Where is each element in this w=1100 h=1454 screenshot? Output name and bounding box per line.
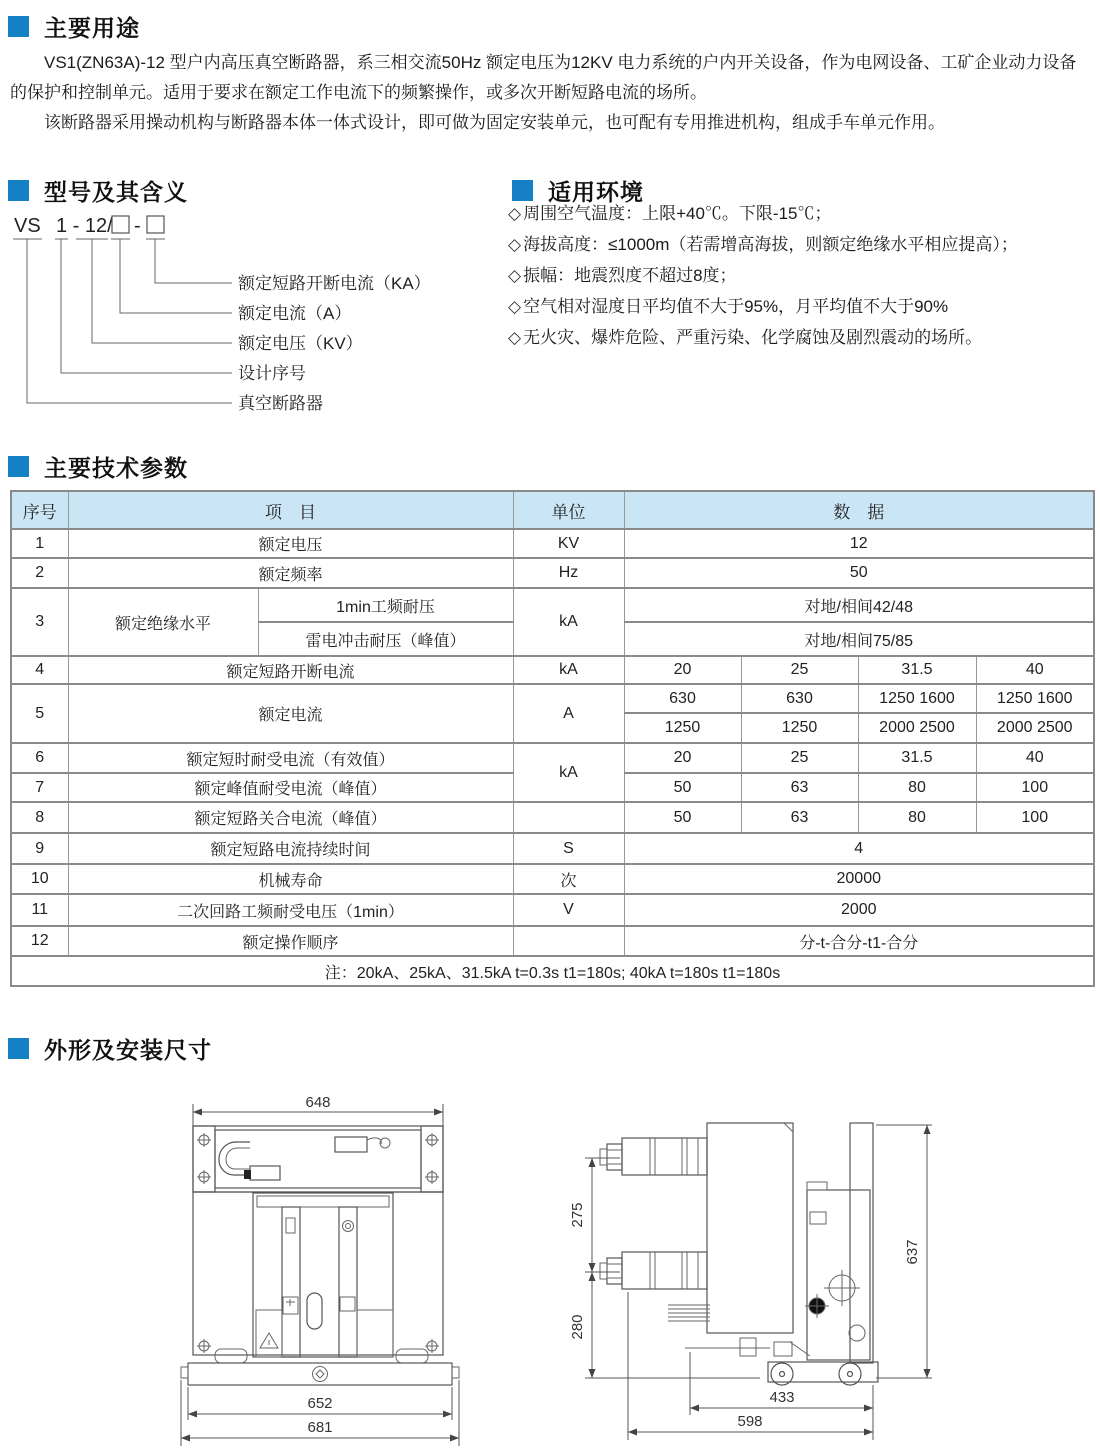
cell-no: 6 — [11, 743, 68, 773]
cell-data: 20 — [624, 743, 741, 773]
environment-item-text: 空气相对湿度日平均值不大于95%，月平均值不大于90% — [523, 297, 949, 316]
environment-item-text: 振幅：地震烈度不超过8度； — [523, 266, 737, 285]
connector-line-5 — [27, 239, 232, 403]
bottom-clamp-1 — [740, 1338, 756, 1356]
cell-data: 25 — [741, 743, 858, 773]
section-title-model: 型号及其含义 — [44, 179, 188, 205]
table-note-row — [11, 956, 1094, 986]
base-center-mark — [313, 1367, 328, 1382]
table-row — [11, 529, 1094, 558]
cell-data: 1250 1600 — [976, 684, 1094, 713]
cell-data: 50 — [624, 802, 741, 833]
section-header-parameters — [8, 450, 188, 483]
breaker-front-body — [193, 1192, 443, 1355]
cell-no: 5 — [11, 684, 68, 743]
cell-no: 3 — [11, 588, 68, 656]
blue-square-icon — [8, 1038, 29, 1059]
cell-item: 额定短路开断电流 — [68, 656, 513, 684]
cell-data: 630 — [624, 684, 741, 713]
linkage-arm — [685, 1342, 810, 1356]
side-view-drawing — [560, 1090, 980, 1454]
front-panel — [253, 1193, 393, 1357]
usage-paragraph-1: VS1(ZN63A)-12 型户内高压真空断路器，系三相交流50Hz 额定电压为12KV 电力系统的户内开关设备，作为电网设备、工矿企业动力设备 的保护和控制单元。适用于要求在额定工作电流下的频繁操作，或多次开断短路电流的场所。 — [10, 53, 1077, 102]
section-title-usage: 主要用途 — [44, 15, 140, 41]
cell-data: 对地/相间75/85 — [624, 622, 1094, 656]
cell-unit: kA — [513, 656, 624, 684]
cell-data: 对地/相间42/48 — [624, 588, 1094, 622]
blue-square-icon — [8, 180, 29, 201]
environment-item — [508, 198, 1098, 229]
dim-652-label: 652 — [307, 1395, 333, 1412]
cell-item: 额定操作顺序 — [68, 926, 513, 956]
environment-item — [508, 322, 1098, 353]
cell-data: 1250 — [624, 713, 741, 743]
cell-data: 630 — [741, 684, 858, 713]
panel-clamp — [810, 1212, 826, 1224]
section-title-dimensions: 外形及安装尺寸 — [44, 1037, 212, 1063]
cell-unit: Hz — [513, 558, 624, 588]
table-row — [11, 588, 1094, 622]
dim-637-label: 637 — [904, 1239, 921, 1265]
table-row — [11, 802, 1094, 833]
usage-paragraphs — [10, 48, 1096, 138]
cell-data: 1250 — [741, 713, 858, 743]
left-rail — [282, 1207, 300, 1357]
section-title-parameters: 主要技术参数 — [44, 455, 188, 481]
right-rail — [339, 1207, 357, 1357]
model-placeholder-box-1 — [112, 216, 129, 233]
usage-paragraph-2: 该断路器采用操动机构与断路器本体一体式设计，即可做为固定安装单元，也可配有专用推进机构，组成手车单元作用。 — [44, 113, 945, 132]
cell-unit: 次 — [513, 864, 624, 894]
rail-knob-center — [346, 1224, 351, 1229]
parameters-table — [10, 490, 1095, 987]
connector-line-2 — [120, 239, 232, 313]
cell-unit: kA — [513, 588, 624, 656]
cell-item: 额定频率 — [68, 558, 513, 588]
cell-no: 7 — [11, 773, 68, 802]
base-tab-left — [181, 1367, 188, 1378]
cell-item: 额定绝缘水平 — [68, 588, 258, 656]
header-unit: 单位 — [513, 491, 624, 529]
center-slot — [307, 1293, 322, 1329]
base-tab-right — [452, 1367, 459, 1378]
cell-no: 12 — [11, 926, 68, 956]
hook-block — [335, 1137, 367, 1152]
diamond-bullet-icon: ◇ — [508, 328, 522, 347]
cell-data: 2000 — [624, 894, 1094, 926]
panel-top-strip — [257, 1196, 389, 1207]
model-designation-diagram — [8, 206, 500, 420]
cell-unit: V — [513, 894, 624, 926]
cell-no: 11 — [11, 894, 68, 926]
model-code-prefix: VS — [14, 215, 41, 237]
environment-item — [508, 229, 1098, 260]
cell-unit — [513, 926, 624, 956]
cell-item: 额定电流 — [68, 684, 513, 743]
foot-left — [215, 1349, 247, 1363]
blue-square-icon — [8, 456, 29, 477]
cell-data: 2000 2500 — [858, 713, 976, 743]
bushing-lower — [600, 1252, 707, 1289]
cell-data: 100 — [976, 773, 1094, 802]
cable-connector — [250, 1166, 280, 1180]
model-label-vacuum-breaker: 真空断路器 — [238, 394, 323, 413]
dim-275-label: 275 — [569, 1202, 586, 1228]
cell-subitem: 1min工频耐压 — [258, 588, 513, 622]
front-view-drawing — [100, 1090, 480, 1454]
environment-item-text: 无火灾、爆炸危险、严重污染、化学腐蚀及剧烈震动的场所。 — [523, 328, 983, 347]
dim-433-label: 433 — [769, 1389, 795, 1406]
flexible-connector — [668, 1305, 710, 1321]
cell-data: 4 — [624, 833, 1094, 864]
dim-681-label: 681 — [307, 1419, 333, 1436]
table-row — [11, 684, 1094, 713]
table-row — [11, 743, 1094, 773]
cable-terminal — [244, 1170, 251, 1179]
table-row — [11, 894, 1094, 926]
connector-line-3 — [92, 239, 232, 343]
bushing-upper — [600, 1138, 707, 1175]
top-module — [193, 1126, 443, 1192]
rail-bottom-marks — [286, 1299, 295, 1306]
environment-item-text: 周围空气温度：上限+40℃。下限-15℃； — [523, 204, 832, 223]
table-note: 注：20kA、25kA、31.5kA t=0.3s t1=180s; 40kA t=180s t1=180s — [11, 956, 1094, 986]
diamond-bullet-icon: ◇ — [508, 204, 522, 223]
trolley-base — [768, 1362, 878, 1382]
cell-data: 40 — [976, 656, 1094, 684]
panel-top-tab — [807, 1182, 827, 1190]
cell-no: 1 — [11, 529, 68, 558]
cell-no: 2 — [11, 558, 68, 588]
warning-triangle-icon — [260, 1333, 278, 1348]
header-item: 项 目 — [68, 491, 513, 529]
connector-line-4 — [61, 239, 232, 373]
cell-data: 50 — [624, 558, 1094, 588]
bottom-right-box — [357, 1310, 393, 1357]
cell-item: 二次回路工频耐受电压（1min） — [68, 894, 513, 926]
table-header-row — [11, 491, 1094, 529]
header-no: 序号 — [11, 491, 68, 529]
cell-item: 机械寿命 — [68, 864, 513, 894]
table-row — [11, 656, 1094, 684]
cell-no: 10 — [11, 864, 68, 894]
dim-280-label: 280 — [569, 1314, 586, 1340]
cell-data: 12 — [624, 529, 1094, 558]
cell-item: 额定峰值耐受电流（峰值） — [68, 773, 513, 802]
cell-data: 31.5 — [858, 743, 976, 773]
blue-square-icon — [8, 16, 29, 37]
panel-details — [805, 1270, 865, 1341]
foot-right — [396, 1349, 428, 1363]
model-placeholder-box-2 — [147, 216, 164, 233]
body-chamfer — [784, 1123, 793, 1132]
hook-curve — [367, 1138, 381, 1144]
model-label-design-serial: 设计序号 — [238, 364, 306, 383]
bottom-clamp-2 — [774, 1342, 792, 1356]
cell-data: 80 — [858, 773, 976, 802]
model-label-rated-voltage: 额定电压（KV） — [238, 334, 363, 353]
extension-lines — [585, 1158, 760, 1378]
extension-lines — [181, 1380, 459, 1446]
rail-bottom-box-right — [340, 1297, 355, 1311]
cell-data: 100 — [976, 802, 1094, 833]
environment-item-text: 海拔高度：≤1000m（若需增高海拔，则额定绝缘水平相应提高）； — [523, 235, 1018, 254]
section-header-dimensions — [8, 1032, 212, 1065]
breaker-side-body — [707, 1123, 793, 1333]
cell-no: 8 — [11, 802, 68, 833]
model-code-mid: 1 - 12/ — [56, 215, 113, 237]
mounting-hole-icons — [197, 1133, 439, 1353]
table-row — [11, 558, 1094, 588]
cell-data: 50 — [624, 773, 741, 802]
environment-item — [508, 260, 1098, 291]
cell-data: 1250 1600 — [858, 684, 976, 713]
cell-unit — [513, 802, 624, 833]
model-label-breaking-current: 额定短路开断电流（KA） — [238, 274, 431, 293]
dim-648-label: 648 — [305, 1094, 331, 1111]
cell-data: 63 — [741, 773, 858, 802]
cell-data: 63 — [741, 802, 858, 833]
cell-unit: kA — [513, 743, 624, 802]
cell-no: 4 — [11, 656, 68, 684]
environment-list — [508, 198, 1098, 353]
base-center-diamond — [316, 1370, 324, 1378]
table-row — [11, 864, 1094, 894]
cell-item: 额定短时耐受电流（有效值） — [68, 743, 513, 773]
cell-data: 2000 2500 — [976, 713, 1094, 743]
cell-item: 额定短路电流持续时间 — [68, 833, 513, 864]
rail-knob — [343, 1221, 354, 1232]
cell-data: 20000 — [624, 864, 1094, 894]
diamond-bullet-icon: ◇ — [508, 235, 522, 254]
cell-no: 9 — [11, 833, 68, 864]
cell-subitem: 雷电冲击耐压（峰值） — [258, 622, 513, 656]
cell-data: 20 — [624, 656, 741, 684]
cell-item: 额定电压 — [68, 529, 513, 558]
table-row — [11, 833, 1094, 864]
cell-data: 80 — [858, 802, 976, 833]
cell-unit: KV — [513, 529, 624, 558]
cell-data: 31.5 — [858, 656, 976, 684]
model-label-rated-current: 额定电流（A） — [238, 304, 352, 323]
cable-inner — [226, 1148, 250, 1169]
rail-detail — [286, 1218, 295, 1233]
cell-data: 分-t-合分-t1-合分 — [624, 926, 1094, 956]
section-header-usage — [8, 10, 140, 43]
cell-unit: A — [513, 684, 624, 743]
cell-data: 25 — [741, 656, 858, 684]
table-row — [11, 926, 1094, 956]
cell-unit: S — [513, 833, 624, 864]
model-code-dash: - — [134, 215, 141, 237]
diamond-bullet-icon: ◇ — [508, 266, 522, 285]
diamond-bullet-icon: ◇ — [508, 297, 522, 316]
dim-598-label: 598 — [737, 1413, 763, 1430]
section-title-environment: 适用环境 — [548, 179, 644, 205]
top-inner-box — [215, 1130, 421, 1188]
section-header-model — [8, 174, 188, 207]
environment-item — [508, 291, 1098, 322]
connector-line-1 — [155, 239, 232, 283]
header-data: 数 据 — [624, 491, 1094, 529]
cell-data: 40 — [976, 743, 1094, 773]
cell-item: 额定短路关合电流（峰值） — [68, 802, 513, 833]
